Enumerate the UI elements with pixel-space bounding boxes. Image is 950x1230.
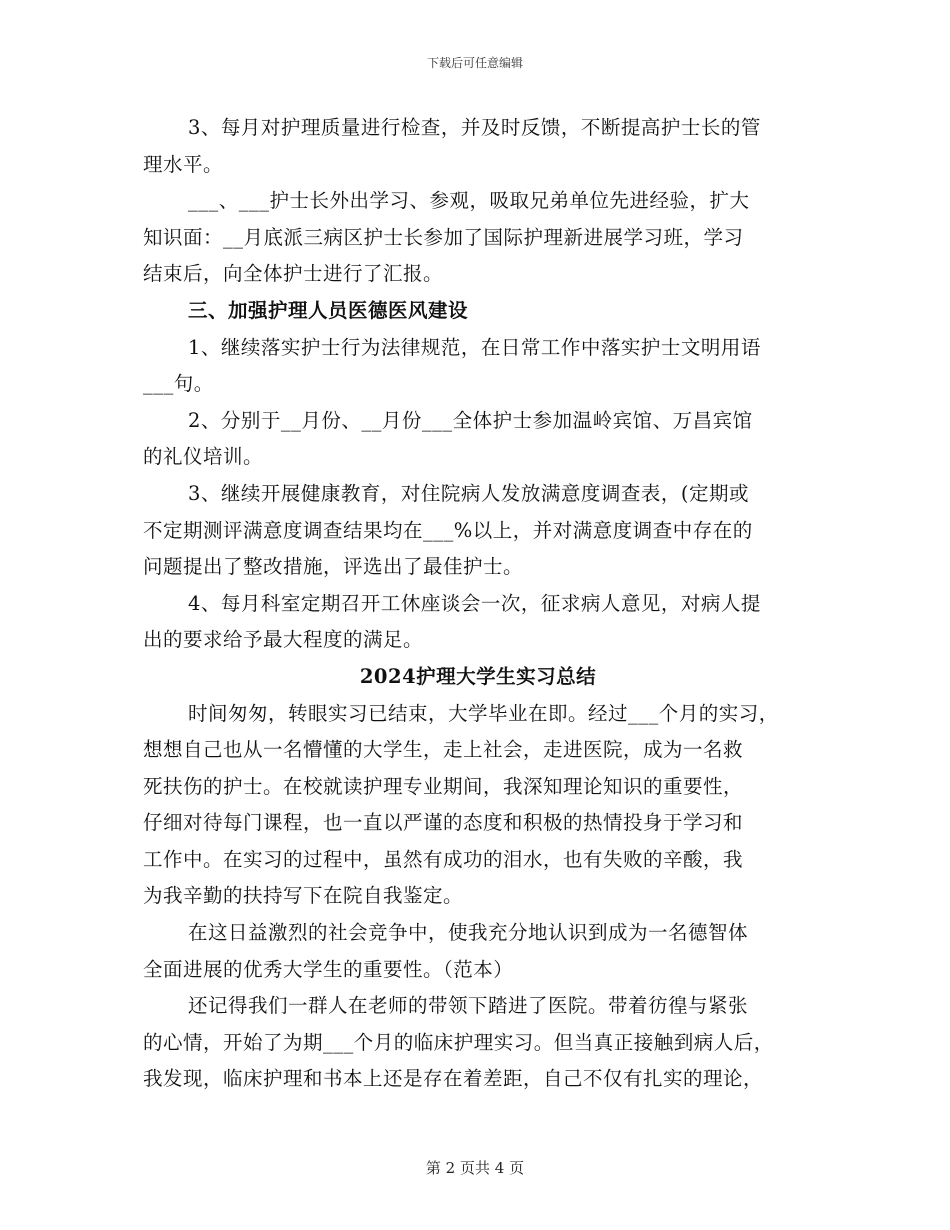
text-line: 问题提出了整改措施，评选出了最佳护士。	[143, 555, 524, 579]
text-line: 工作中。在实习的过程中，虽然有成功的泪水，也有失败的辛酸，我	[143, 847, 744, 871]
text-line: 结束后，向全体护士进行了汇报。	[143, 262, 444, 286]
page-header: 下载后可任意编辑	[426, 56, 523, 70]
text-line: 死扶伤的护士。在校就读护理专业期间，我深知理论知识的重要性，	[143, 774, 744, 798]
text-line: 还记得我们一群人在老师的带领下踏进了医院。带着彷徨与紧张	[188, 994, 749, 1018]
text-line: 1、继续落实护士行为法律规范，在日常工作中落实护士文明用语	[188, 335, 761, 359]
text-line: 在这日益激烈的社会竞争中，使我充分地认识到成为一名德智体	[188, 921, 749, 945]
text-line: 知识面：__月底派三病区护士长参加了国际护理新进展学习班，学习	[143, 225, 744, 249]
text-line: 仔细对待每门课程，也一直以严谨的态度和积极的热情投身于学习和	[143, 811, 744, 835]
document-body	[143, 110, 813, 1098]
text-line: 的礼仪培训。	[143, 445, 264, 469]
text-line: 想想自己也从一名懵懂的大学生，走上社会，走进医院，成为一名救	[143, 738, 744, 762]
text-line: ___句。	[143, 372, 214, 396]
text-line: 全面进展的优秀大学生的重要性。（范本）	[143, 957, 514, 981]
text-line: 理水平。	[143, 152, 224, 176]
text-line: 时间匆匆，转眼实习已结束，大学毕业在即。经过___个月的实习，	[188, 701, 779, 725]
text-line: 的心情，开始了为期___个月的临床护理实习。但当真正接触到病人后，	[143, 1030, 774, 1054]
text-line: 不定期测评满意度调查结果均在___%以上，并对满意度调查中存在的	[143, 518, 753, 542]
text-line: 3、继续开展健康教育，对住院病人发放满意度调查表，(定期或	[188, 481, 750, 505]
text-line: ___、___护士长外出学习、参观，吸取兄弟单位先进经验，扩大	[188, 189, 750, 213]
text-line: 2、分别于__月份、__月份___全体护士参加温岭宾馆、万昌宾馆	[188, 408, 753, 432]
text-line: 4、每月科室定期召开工休座谈会一次，征求病人意见，对病人提	[188, 591, 761, 615]
section-title: 2024护理大学生实习总结	[359, 664, 597, 688]
text-line: 三、加强护理人员医德医风建设	[188, 298, 469, 322]
text-line: 出的要求给予最大程度的满足。	[143, 628, 424, 652]
page-footer: 第 2 页共 4 页	[425, 1159, 525, 1177]
text-line: 我发现，临床护理和书本上还是存在着差距，自己不仅有扎实的理论，	[143, 1067, 764, 1091]
text-line: 为我辛勤的扶持写下在院自我鉴定。	[143, 884, 464, 908]
text-line: 3、每月对护理质量进行检查，并及时反馈，不断提高护士长的管	[188, 116, 761, 139]
